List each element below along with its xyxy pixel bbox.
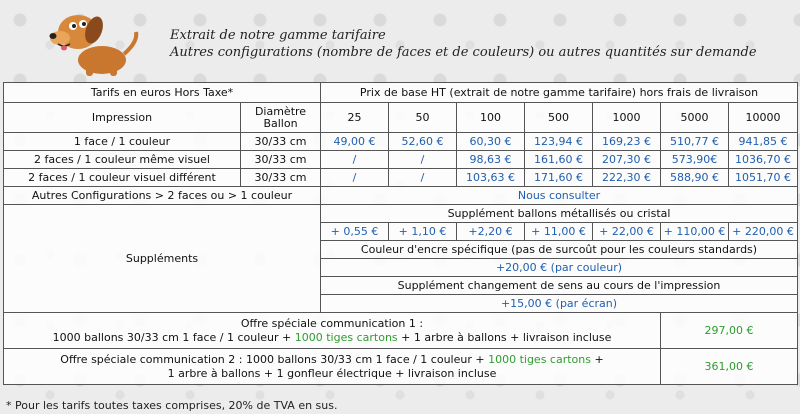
supp-metal-cell: + 110,00 € xyxy=(661,223,729,241)
autres-config-label: Autres Configurations > 2 faces ou > 1 couleur xyxy=(4,187,321,205)
price-cell: 171,60 € xyxy=(525,169,593,187)
offer-2-line1-a: Offre spéciale communication 2 : 1000 ballons 30/33 cm 1 face / 1 couleur + xyxy=(60,352,489,366)
header xyxy=(0,0,800,80)
supp-encre-title: Couleur d'encre spécifique (pas de surcoût pour les couleurs standards) xyxy=(321,241,798,259)
offer-1-line2-a: 1000 ballons 30/33 cm 1 face / 1 couleur + xyxy=(52,330,295,344)
qty-header: 100 xyxy=(457,103,525,133)
offer-2-line1-b: + xyxy=(590,352,604,366)
supp-metal-cell: + 22,00 € xyxy=(593,223,661,241)
supp-sens-title: Supplément changement de sens au cours de l'impression xyxy=(321,277,798,295)
table-row xyxy=(4,187,798,205)
price-cell: 123,94 € xyxy=(525,133,593,151)
offer-2-text xyxy=(4,349,661,385)
price-cell: / xyxy=(389,151,457,169)
price-cell: 222,30 € xyxy=(593,169,661,187)
price-cell: 52,60 € xyxy=(389,133,457,151)
offer-2-price: 361,00 € xyxy=(661,349,798,385)
autres-config-value: Nous consulter xyxy=(321,187,798,205)
offer-row xyxy=(4,313,798,349)
row-diametre: 30/33 cm xyxy=(241,169,321,187)
price-cell: 60,30 € xyxy=(457,133,525,151)
price-cell: 161,60 € xyxy=(525,151,593,169)
qty-header: 50 xyxy=(389,103,457,133)
offer-1-line2 xyxy=(6,331,658,345)
price-table xyxy=(3,82,798,385)
row-diametre: 30/33 cm xyxy=(241,151,321,169)
offer-row xyxy=(4,349,798,385)
offer-2-tiges: 1000 tiges cartons xyxy=(488,352,591,366)
row-diametre: 30/33 cm xyxy=(241,133,321,151)
price-cell: / xyxy=(321,169,389,187)
qty-header: 5000 xyxy=(661,103,729,133)
row-label: 2 faces / 1 couleur même visuel xyxy=(4,151,241,169)
price-cell: 98,63 € xyxy=(457,151,525,169)
col-header-diametre: Diamètre Ballon xyxy=(241,103,321,133)
price-cell: 941,85 € xyxy=(729,133,798,151)
row-label: 1 face / 1 couleur xyxy=(4,133,241,151)
offer-1-price: 297,00 € xyxy=(661,313,798,349)
price-cell: 49,00 € xyxy=(321,133,389,151)
price-cell: 103,63 € xyxy=(457,169,525,187)
table-row xyxy=(4,133,798,151)
table-head-right: Prix de base HT (extrait de notre gamme tarifaire) hors frais de livraison xyxy=(321,83,798,103)
table-head-left: Tarifs en euros Hors Taxe* xyxy=(4,83,321,103)
qty-header: 10000 xyxy=(729,103,798,133)
offer-2-line2: 1 arbre à ballons + 1 gonfleur électrique + livraison incluse xyxy=(167,366,497,380)
supp-encre-value: +20,00 € (par couleur) xyxy=(321,259,798,277)
price-cell: 1051,70 € xyxy=(729,169,798,187)
supplements-label: Suppléments xyxy=(4,205,321,313)
col-header-impression: Impression xyxy=(4,103,241,133)
price-cell: / xyxy=(321,151,389,169)
supp-metal-title: Supplément ballons métallisés ou cristal xyxy=(321,205,798,223)
offer-1-line1: Offre spéciale communication 1 : xyxy=(240,316,424,330)
footer-note: * Pour les tarifs toutes taxes comprises, 20% de TVA en sus. xyxy=(6,399,338,412)
dog-mascot-icon xyxy=(40,2,150,78)
price-cell: 207,30 € xyxy=(593,151,661,169)
supp-sens-value: +15,00 € (par écran) xyxy=(321,295,798,313)
row-label: 2 faces / 1 couleur visuel différent xyxy=(4,169,241,187)
offer-2-line1 xyxy=(6,353,658,367)
price-cell: 573,90€ xyxy=(661,151,729,169)
price-cell: / xyxy=(389,169,457,187)
supp-metal-cell: + 220,00 € xyxy=(729,223,798,241)
supp-metal-cell: + 11,00 € xyxy=(525,223,593,241)
supp-metal-cell: +2,20 € xyxy=(457,223,525,241)
table-row xyxy=(4,169,798,187)
table-row xyxy=(4,151,798,169)
price-cell: 588,90 € xyxy=(661,169,729,187)
qty-header: 500 xyxy=(525,103,593,133)
offer-1-text xyxy=(4,313,661,349)
qty-header: 1000 xyxy=(593,103,661,133)
supp-metal-cell: + 1,10 € xyxy=(389,223,457,241)
price-cell: 169,23 € xyxy=(593,133,661,151)
price-cell: 1036,70 € xyxy=(729,151,798,169)
table-row xyxy=(4,205,798,223)
price-cell: 510,77 € xyxy=(661,133,729,151)
offer-1-tiges: 1000 tiges cartons xyxy=(294,330,398,344)
qty-header: 25 xyxy=(321,103,389,133)
note-line-2: Autres configurations (nombre de faces et de couleurs) ou autres quantités sur demande xyxy=(170,45,757,60)
note-line-1: Extrait de notre gamme tarifaire xyxy=(170,28,386,43)
offer-1-line2-b: + 1 arbre à ballons + livraison incluse xyxy=(397,330,612,344)
supp-metal-cell: + 0,55 € xyxy=(321,223,389,241)
